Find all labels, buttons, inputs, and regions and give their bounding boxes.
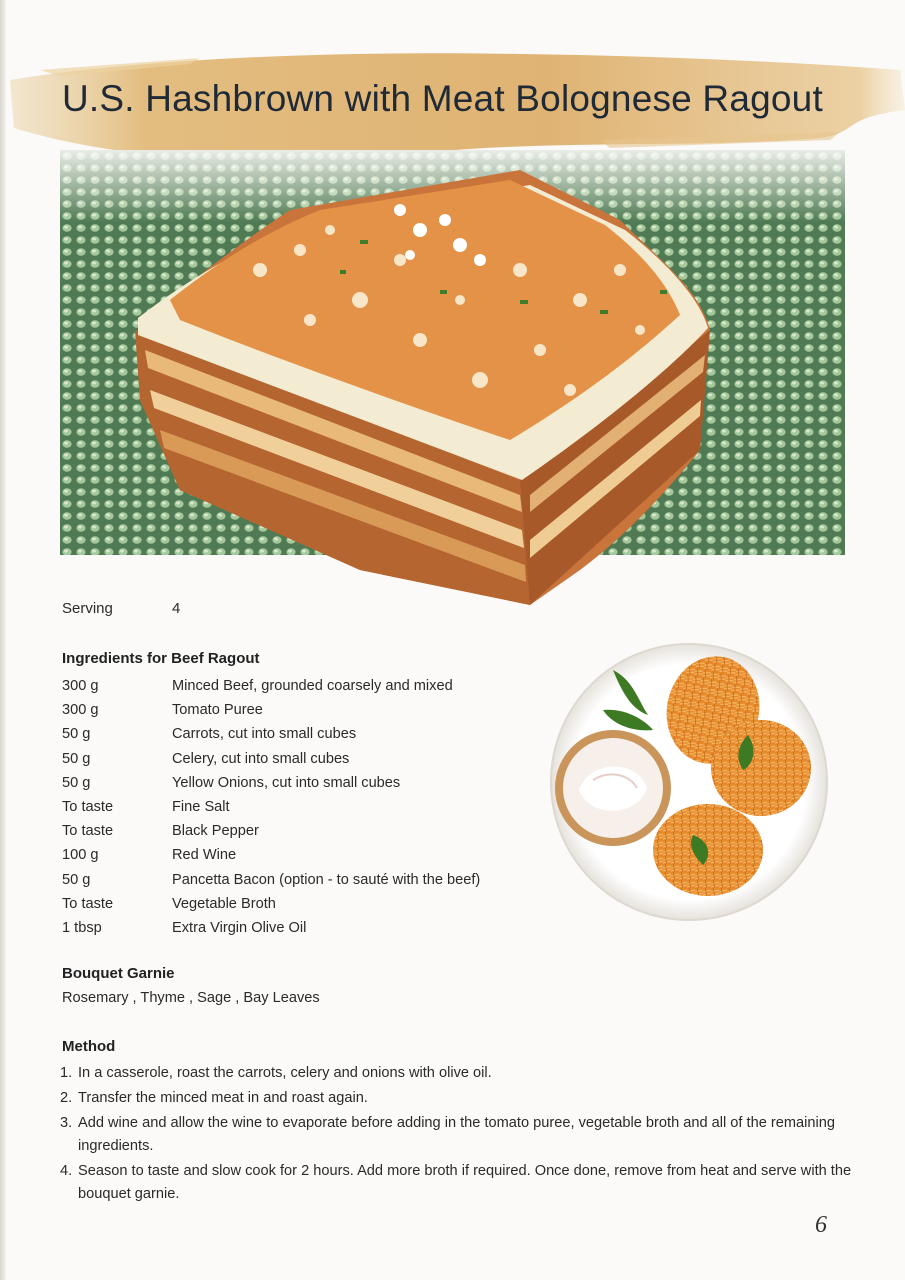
page-title: U.S. Hashbrown with Meat Bolognese Ragout [62,78,823,119]
ingredients-heading: Ingredients for Beef Ragout [62,650,260,667]
ingredient-qty: 300 g [62,678,99,695]
ingredient-qty: 50 g [62,871,91,888]
ingredient-row [62,698,542,722]
step-text: In a casserole, roast the carrots, celery and onions with olive oil. [78,1065,492,1081]
step-number: 4. [60,1163,73,1179]
step-number: 2. [60,1090,73,1106]
ingredient-row [62,674,542,698]
ingredient-qty: 100 g [62,847,99,864]
ingredient-row [62,916,542,940]
method-step [60,1062,860,1085]
serving-label: Serving [62,600,113,617]
ingredient-row [62,819,542,843]
step-text: Transfer the minced meat in and roast again. [78,1090,368,1106]
ingredient-name: Pancetta Bacon (option - to sauté with the beef) [172,871,481,888]
ingredient-qty: 1 tbsp [62,919,102,936]
bouquet-text: Rosemary , Thyme , Sage , Bay Leaves [62,990,320,1006]
ingredient-name: Red Wine [172,847,237,864]
binding-edge [0,0,6,1280]
ingredient-row [62,892,542,916]
ingredient-name: Extra Virgin Olive Oil [172,919,307,936]
ingredient-name: Celery, cut into small cubes [172,750,350,767]
ingredient-qty: To taste [62,799,114,816]
step-text: Season to taste and slow cook for 2 hours. Add more broth if required. Once done, remove from heat and serve with the bouquet garnie. [78,1163,852,1202]
ingredient-name: Tomato Puree [172,702,263,719]
ingredient-row [62,771,542,795]
ingredient-row [62,747,542,771]
method-step [60,1087,860,1110]
ingredient-name: Vegetable Broth [172,895,276,912]
ingredient-name: Yellow Onions, cut into small cubes [172,774,401,791]
ingredients-list [62,674,542,940]
step-number: 1. [60,1065,73,1081]
ingredient-qty: To taste [62,895,114,912]
ingredient-qty: 300 g [62,702,99,719]
ingredient-row [62,843,542,867]
method-step [60,1112,860,1158]
bouquet-heading: Bouquet Garnie [62,965,175,982]
ingredient-name: Fine Salt [172,799,230,816]
ingredient-row [62,868,542,892]
ingredient-qty: To taste [62,823,114,840]
hero-dish-photo [60,150,845,620]
ingredient-qty: 50 g [62,726,91,743]
ingredient-name: Carrots, cut into small cubes [172,726,357,743]
step-number: 3. [60,1115,73,1131]
hashbrown-plate-photo [543,640,835,924]
method-steps [60,1062,860,1208]
page-number: 6 [815,1212,827,1238]
ingredient-row [62,795,542,819]
ingredient-qty: 50 g [62,750,91,767]
ingredient-name: Minced Beef, grounded coarsely and mixed [172,678,453,695]
step-text: Add wine and allow the wine to evaporate before adding in the tomato puree, vegetable broth and all of the remaining ingredients. [78,1115,835,1154]
serving-value: 4 [172,600,181,617]
method-step [60,1160,860,1206]
ingredient-name: Black Pepper [172,823,259,840]
ingredient-qty: 50 g [62,774,91,791]
ingredient-row [62,722,542,746]
method-heading: Method [62,1038,116,1055]
